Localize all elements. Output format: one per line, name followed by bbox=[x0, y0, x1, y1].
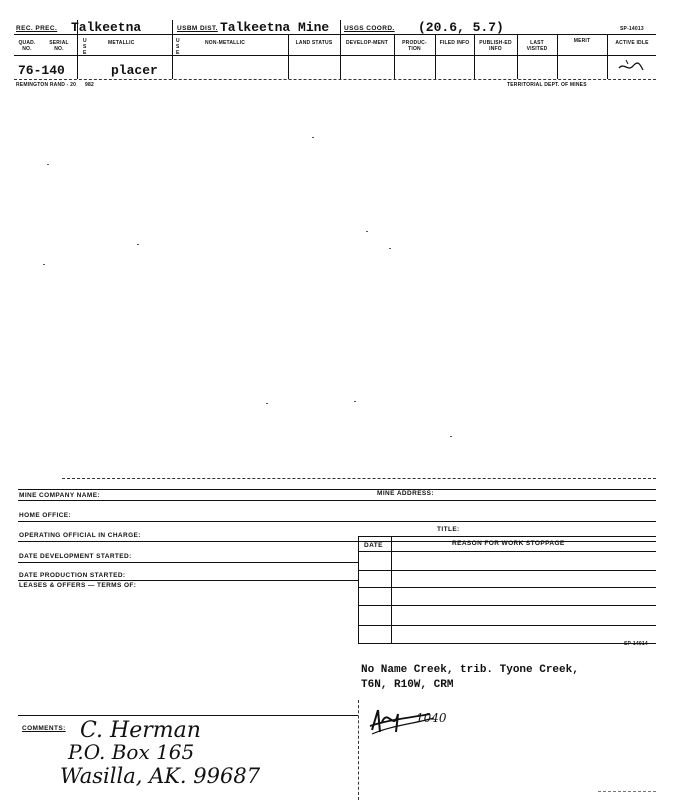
active-idle-mark bbox=[616, 58, 646, 76]
col-non-metallic: NON-METALLIC bbox=[205, 40, 246, 46]
col-divider bbox=[172, 20, 173, 79]
col-active-idle: ACTIVE IDLE bbox=[615, 40, 649, 46]
col-published-info: PUBLISH-ED INFO bbox=[479, 40, 512, 52]
comment-line-1: C. Herman bbox=[80, 718, 201, 743]
usgs-coord-value: (20.6, 5.7) bbox=[418, 20, 504, 35]
scan-speck bbox=[354, 401, 356, 402]
scan-speck bbox=[312, 137, 314, 138]
col-development: DEVELOP-MENT bbox=[345, 40, 389, 46]
title-label: TITLE: bbox=[437, 526, 460, 533]
scan-speck bbox=[389, 248, 391, 249]
stoppage-row-rule bbox=[358, 625, 656, 626]
col-use-metallic: U S E bbox=[83, 38, 87, 56]
printer-label: REMINGTON RAND - 20 bbox=[16, 82, 77, 88]
operating-official-label: OPERATING OFFICIAL IN CHARGE: bbox=[19, 532, 141, 539]
scan-speck bbox=[47, 164, 49, 165]
form-rule bbox=[18, 562, 358, 563]
mine-company-name-label: MINE COMPANY NAME: bbox=[19, 492, 100, 499]
stoppage-header-rule bbox=[358, 551, 656, 552]
location-line-1: No Name Creek, trib. Tyone Creek, bbox=[361, 664, 579, 676]
scan-speck bbox=[366, 231, 368, 232]
record-metallic: placer bbox=[111, 63, 158, 78]
col-divider bbox=[517, 35, 518, 79]
col-merit: MERIT bbox=[573, 38, 591, 44]
col-divider bbox=[557, 35, 558, 79]
col-last-visited: LAST VISITED bbox=[526, 40, 548, 52]
comments-label: COMMENTS: bbox=[22, 725, 66, 732]
leases-offers-label: LEASES & OFFERS — TERMS OF: bbox=[19, 582, 137, 589]
stoppage-row-rule bbox=[358, 643, 656, 644]
form-number: SP-14013 bbox=[620, 26, 644, 32]
form-number-2: SP-14014 bbox=[624, 641, 648, 647]
form-rule bbox=[18, 521, 656, 522]
stoppage-date-header: DATE bbox=[364, 542, 383, 549]
col-divider bbox=[435, 35, 436, 79]
col-use-nonmetallic: U S E bbox=[176, 38, 180, 56]
header-columns-rule bbox=[14, 55, 656, 56]
col-filed-info: FILED INFO bbox=[439, 40, 470, 46]
stamp-residue bbox=[598, 791, 656, 792]
signature-mark bbox=[368, 702, 448, 738]
scan-speck bbox=[266, 403, 268, 404]
form-rule bbox=[18, 580, 358, 581]
stoppage-top-rule bbox=[358, 536, 656, 537]
rec-prec-label: REC. PREC. bbox=[16, 25, 58, 32]
form-rule bbox=[18, 489, 656, 490]
signature-mark-text: 1040 bbox=[416, 711, 447, 725]
usgs-coord-label: USGS COORD. bbox=[344, 25, 395, 32]
department-label: TERRITORIAL DEPT. OF MINES bbox=[507, 82, 587, 88]
col-land-status: LAND STATUS bbox=[295, 40, 333, 46]
scan-speck bbox=[137, 244, 139, 245]
rec-prec-value: Talkeetna bbox=[71, 20, 142, 35]
col-divider bbox=[288, 35, 289, 79]
col-divider bbox=[607, 35, 608, 79]
header-bottom-rule bbox=[14, 79, 656, 80]
date-prod-started-label: DATE PRODUCTION STARTED: bbox=[19, 572, 126, 579]
col-quad-no: QUAD. NO. bbox=[18, 40, 36, 52]
header-top-rule bbox=[14, 34, 656, 35]
col-divider bbox=[474, 35, 475, 79]
scan-speck bbox=[43, 264, 45, 265]
stoppage-left-border bbox=[358, 536, 359, 644]
form-rule bbox=[18, 715, 358, 716]
scan-speck bbox=[450, 436, 452, 437]
mine-address-label: MINE ADDRESS: bbox=[377, 490, 434, 497]
form-top-rule bbox=[62, 478, 656, 479]
comment-line-3: Wasilla, AK. 99687 bbox=[60, 764, 261, 788]
col-serial-no: SERIAL NO. bbox=[49, 40, 69, 52]
usbm-dist-label: USBM DIST. bbox=[177, 25, 218, 32]
stoppage-row-rule bbox=[358, 605, 656, 606]
col-divider bbox=[77, 20, 78, 79]
usbm-dist-value: Talkeetna Mine bbox=[220, 20, 330, 35]
location-line-2: T6N, R10W, CRM bbox=[361, 679, 454, 691]
printer-code: 982 bbox=[85, 82, 94, 88]
record-quad-serial: 76-140 bbox=[18, 63, 65, 78]
stoppage-row-rule bbox=[358, 570, 656, 571]
form-rule bbox=[18, 500, 656, 501]
stoppage-date-divider bbox=[391, 536, 392, 644]
col-metallic: METALLIC bbox=[108, 40, 135, 46]
home-office-label: HOME OFFICE: bbox=[19, 512, 72, 519]
date-dev-started-label: DATE DEVELOPMENT STARTED: bbox=[19, 553, 132, 560]
col-divider bbox=[340, 20, 341, 79]
comment-line-2: P.O. Box 165 bbox=[68, 740, 195, 764]
col-divider bbox=[394, 35, 395, 79]
col-production: PRODUC-TION bbox=[402, 40, 427, 52]
stoppage-row-rule bbox=[358, 587, 656, 588]
form-divider bbox=[358, 700, 359, 800]
stoppage-reason-header: REASON FOR WORK STOPPAGE bbox=[452, 540, 565, 547]
